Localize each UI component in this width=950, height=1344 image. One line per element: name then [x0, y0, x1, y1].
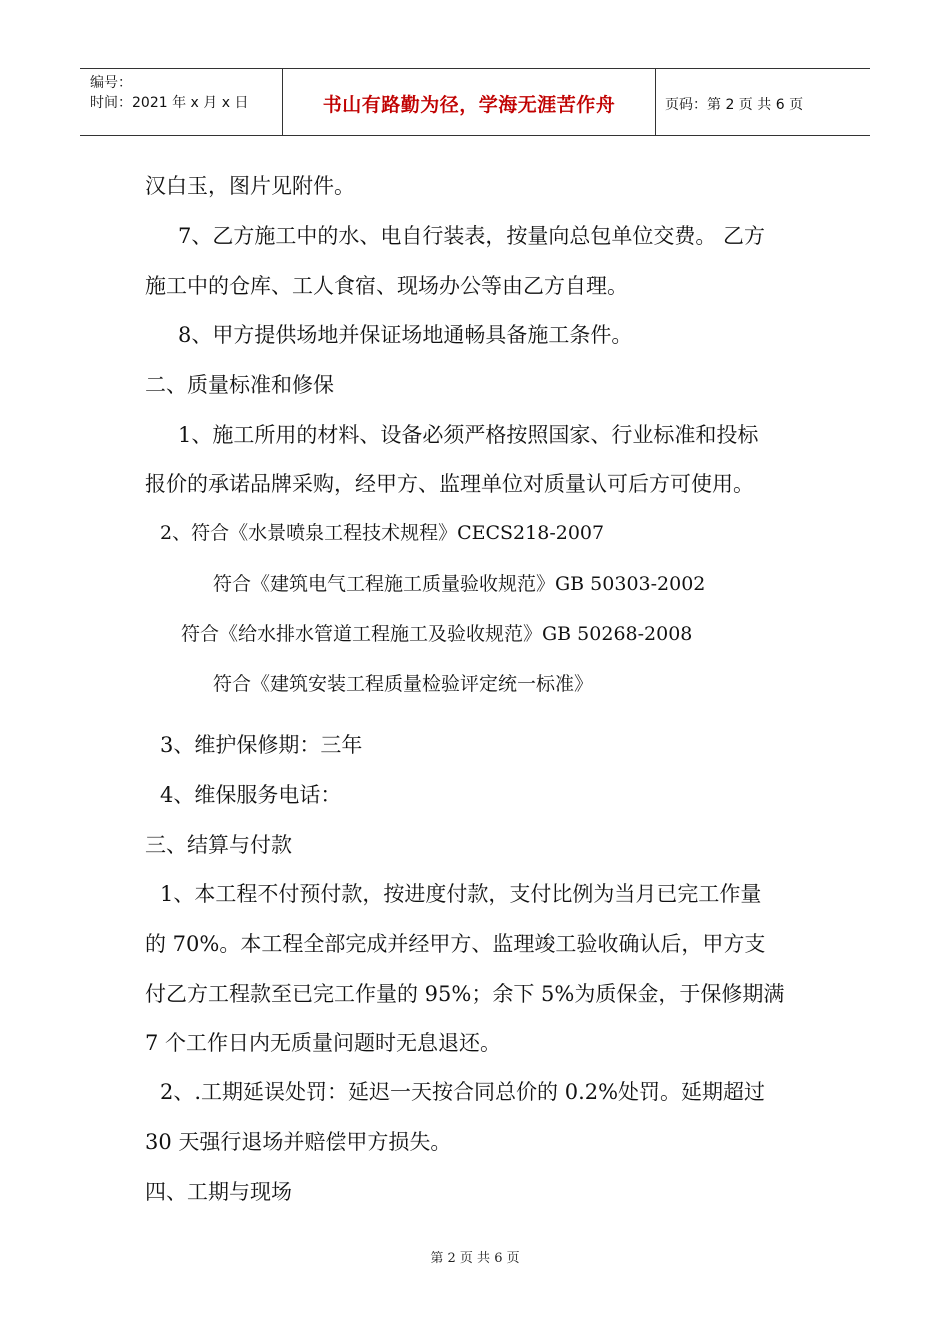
section-heading: 四、工期与现场 [145, 1180, 292, 1204]
document-time-label: 时间：2021 年 x 月 x 日 [90, 95, 249, 111]
body-line: 报价的承诺品牌采购，经甲方、监理单位对质量认可后方可使用。 [145, 472, 754, 496]
section-heading: 三、结算与付款 [145, 833, 292, 857]
section-heading: 二、质量标准和修保 [145, 373, 334, 397]
standard-reference: 2、符合《水景喷泉工程技术规程》CECS218-2007 [160, 522, 605, 544]
header-divider [655, 69, 656, 136]
standard-reference: 符合《给水排水管道工程施工及验收规范》GB 50268-2008 [181, 623, 693, 645]
standard-reference: 符合《建筑电气工程施工质量验收规范》GB 50303-2002 [213, 573, 706, 595]
body-line: 30 天强行退场并赔偿甲方损失。 [145, 1130, 452, 1154]
body-line: 2、.工期延误处罚：延迟一天按合同总价的 0.2%处罚。延期超过 [160, 1080, 766, 1104]
body-line: 付乙方工程款至已完工作量的 95%；余下 5%为质保金，于保修期满 [145, 982, 785, 1006]
page-header [80, 68, 870, 136]
body-line: 汉白玉，图片见附件。 [145, 174, 355, 198]
body-line: 4、维保服务电话： [160, 783, 342, 807]
body-line: 的 70%。本工程全部完成并经甲方、监理竣工验收确认后，甲方支 [145, 932, 766, 956]
header-page-info: 页码：第 2 页 共 6 页 [665, 97, 804, 113]
header-meta [90, 73, 248, 113]
body-line: 3、维护保修期：三年 [160, 733, 363, 757]
body-line: 施工中的仓库、工人食宿、现场办公等由乙方自理。 [145, 274, 628, 298]
body-line: 7、乙方施工中的水、电自行装表，按量向总包单位交费。 乙方 [178, 224, 766, 248]
page-footer: 第 2 页 共 6 页 [430, 1251, 520, 1266]
body-line: 1、施工所用的材料、设备必须严格按照国家、行业标准和投标 [178, 423, 759, 447]
body-line: 1、本工程不付预付款，按进度付款，支付比例为当月已完工作量 [160, 882, 762, 906]
body-line: 7 个工作日内无质量问题时无息退还。 [145, 1031, 502, 1055]
document-number-label: 编号： [90, 75, 132, 91]
header-motto: 书山有路勤为径，学海无涯苦作舟 [322, 94, 616, 116]
standard-reference: 符合《建筑安装工程质量检验评定统一标准》 [213, 673, 594, 695]
body-line: 8、甲方提供场地并保证场地通畅具备施工条件。 [178, 323, 633, 347]
